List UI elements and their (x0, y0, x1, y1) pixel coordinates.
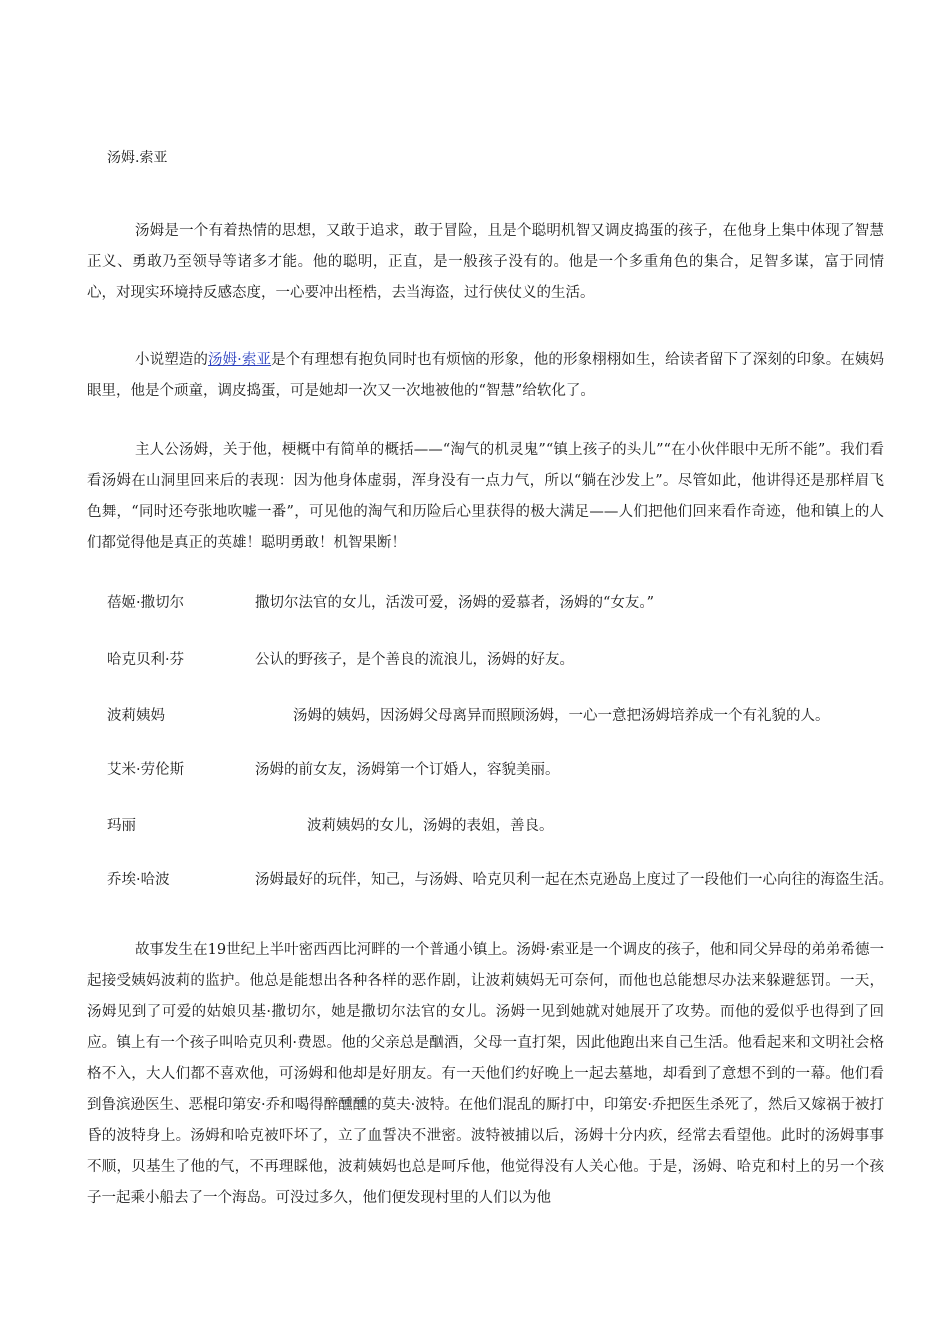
paragraph-character-image (87, 345, 884, 407)
character-name: 艾米·劳伦斯 (107, 762, 185, 778)
character-row (107, 592, 897, 614)
character-description: 公认的野孩子，是个善良的流浪儿，汤姆的好友。 (255, 652, 574, 668)
character-description: 汤姆最好的玩伴，知己，与汤姆、哈克贝利一起在杰克逊岛上度过了一段他们一心向往的海盗生活。 (255, 872, 893, 888)
character-name: 蓓姬·撒切尔 (107, 595, 185, 611)
character-row (107, 649, 897, 671)
document-title: 汤姆.索亚 (107, 150, 168, 166)
character-description: 汤姆的前女友，汤姆第一个订婚人，容貌美丽。 (255, 762, 560, 778)
character-name: 乔埃·哈波 (107, 872, 170, 888)
character-row (107, 869, 897, 891)
paragraph-text-after-link: 是个有理想有抱负同时也有烦恼的形象，他的形象栩栩如生，给读者留下了深刻的印象。在姨妈眼里，他是个顽童，调皮捣蛋，可是她却一次又一次地被他的“智慧”给软化了。 (87, 351, 885, 399)
character-row (107, 759, 897, 781)
paragraph-text-before-link: 小说塑造的 (135, 351, 208, 368)
character-name: 哈克贝利·芬 (107, 652, 185, 668)
character-description: 汤姆的姨妈，因汤姆父母离异而照顾汤姆，一心一意把汤姆培养成一个有礼貌的人。 (293, 708, 830, 724)
character-row (107, 815, 897, 837)
paragraph-plot-summary: 故事发生在19世纪上半叶密西西比河畔的一个普通小镇上。汤姆·索亚是一个调皮的孩子，他和同父异母的弟弟希德一起接受姨妈波莉的监护。他总是能想出各种各样的恶作剧，让波莉姨妈无可奈何，而他也总能想尽办法来躲避惩罚。一天，汤姆见到了可爱的姑娘贝基·撒切尔，她是撒切尔法官的女儿。汤姆一见到她就对她展开了攻势。而他的爱似乎也得到了回应。镇上有一个孩子叫哈克贝利·费恩。他的父亲总是酗酒，父母一直打架，因此他跑出来自己生活。他看起来和文明社会格格不入，大人们都不喜欢他，可汤姆和他却是好朋友。有一天他们约好晚上一起去墓地，却看到了意想不到的一幕。他们看到鲁滨逊医生、恶棍印第安·乔和喝得醉醺醺的莫夫·波特。在他们混乱的厮打中，印第安·乔把医生杀死了，然后又嫁祸于被打昏的波特身上。汤姆和哈克被吓坏了，立了血誓决不泄密。波特被捕以后，汤姆十分内疚，经常去看望他。此时的汤姆事事不顺，贝基生了他的气，不再理睬他，波莉姨妈也总是呵斥他，他觉得没有人关心他。于是，汤姆、哈克和村上的另一个孩子一起乘小船去了一个海岛。可没过多久，他们便发现村里的人们以为他 (87, 941, 884, 1206)
character-description: 撒切尔法官的女儿，活泼可爱，汤姆的爱慕者，汤姆的“女友。” (255, 595, 655, 611)
paragraph-character-intro: 汤姆是一个有着热情的思想，又敢于追求，敢于冒险，且是个聪明机智又调皮捣蛋的孩子，在他身上集中体现了智慧 正义、勇敢乃至领导等诸多才能。他的聪明，正直，是一般孩子没有的。他是一个多重角色的集合，足智多谋，富于同情心，对现实环境持反感态度，一心要冲出桎梏，去当海盗，过行侠仗义的生活。 (87, 222, 899, 301)
character-name: 玛丽 (107, 818, 136, 834)
character-description: 波莉姨妈的女儿，汤姆的表姐，善良。 (307, 818, 554, 834)
character-name: 波莉姨妈 (107, 708, 165, 724)
character-row (107, 705, 897, 727)
paragraph-protagonist: 主人公汤姆，关于他，梗概中有简单的概括——“淘气的机灵鬼”“镇上孩子的头儿”“在小伙伴眼中无所不能”。我们看看汤姆在山洞里回来后的表现：因为他身体虚弱，浑身没有一点力气，所以“躺在沙发上”。尽管如此，他讲得还是那样眉飞色舞，“同时还夸张地吹嘘一番”，可见他的淘气和历险后心里获得的极大满足——人们把他们回来看作奇迹，他和镇上的人们都觉得他是真正的英雄！聪明勇敢！机智果断！ (87, 441, 884, 551)
tom-sawyer-link[interactable]: 汤姆·索亚 (207, 351, 272, 368)
